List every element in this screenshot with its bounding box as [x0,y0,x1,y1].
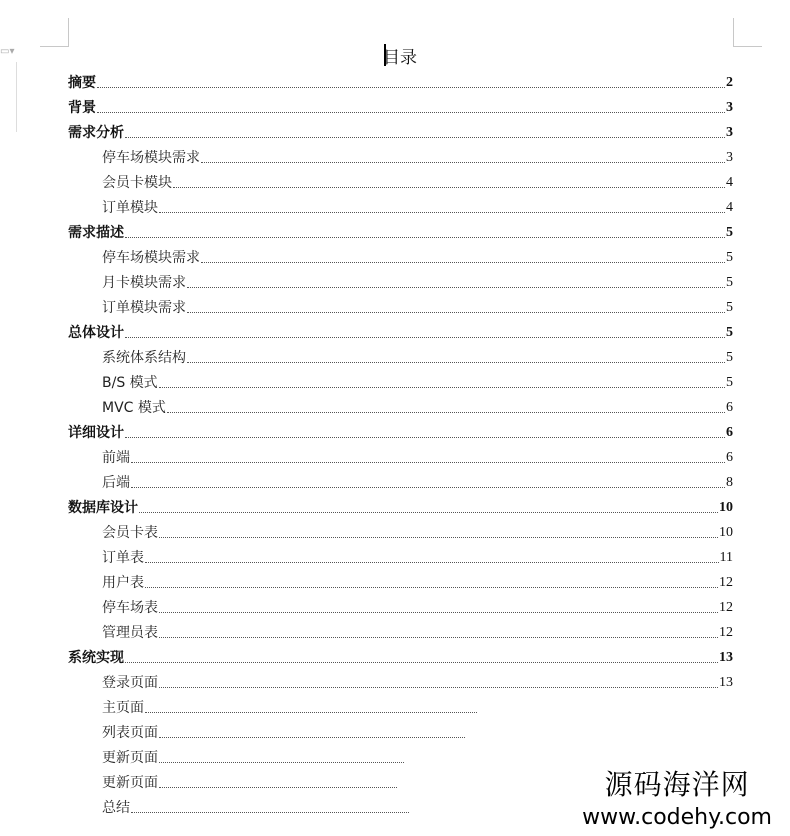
toc-entry[interactable] [102,572,733,592]
toc-leader-dots [97,112,725,113]
toc-entry-text: 数据库设计 [68,500,138,516]
toc-leader-dots [125,662,718,663]
toc-entry[interactable] [102,247,733,267]
toc-entry[interactable] [68,97,733,117]
toc-leader-dots [187,287,725,288]
toc-page-number: 12 [719,575,733,590]
toc-entry-text: 总体设计 [68,325,124,341]
toc-entry[interactable] [102,472,733,492]
toc-leader-dots [125,237,725,238]
toc-entry[interactable] [68,497,733,517]
toc-entry-text: MVC 模式 [102,400,166,416]
toc-entry-text: 需求分析 [68,125,124,141]
toc-entry[interactable] [102,447,733,467]
toc-entry[interactable] [102,272,733,292]
toc-leader-dots [145,712,477,713]
toc-entry-text: 订单模块需求 [102,300,186,316]
toc-entry[interactable] [102,297,733,317]
toc-leader-dots [145,562,719,563]
toc-entry-text: 月卡模块需求 [102,275,186,291]
toc-leader-dots [159,537,718,538]
toc-leader-dots [167,412,725,413]
toc-entry-text: 停车场表 [102,600,158,616]
toc-entry[interactable] [68,222,733,242]
toc-page-number: 5 [726,300,733,315]
toc-page-number: 12 [719,600,733,615]
toc-page-number: 3 [726,150,733,165]
watermark [582,763,772,830]
toc-page-number: 5 [726,250,733,265]
toc-leader-dots [125,137,725,138]
toc-page-number: 6 [726,450,733,465]
toc-page-number: 6 [726,400,733,415]
margin-corner-top-right [733,18,762,47]
toc-entry[interactable] [68,647,733,667]
toc-entry-text: 摘要 [68,75,96,91]
toc-page-number: 5 [726,350,733,365]
toc-leader-dots [159,637,718,638]
toc-entry-text: 更新页面 [102,750,158,766]
toc-leader-dots [145,587,718,588]
toc-page-number: 5 [726,275,733,290]
toc-entry[interactable] [68,422,733,442]
toc-entry[interactable] [102,772,398,792]
toc-entry[interactable] [102,347,733,367]
toc-leader-dots [187,312,725,313]
toc-page-number: 3 [726,100,733,115]
toc-leader-dots [131,462,725,463]
toc-entry[interactable] [102,372,733,392]
toc-entry[interactable] [102,522,733,542]
toc-entry-text: 登录页面 [102,675,158,691]
toc-page-number: 13 [719,675,733,690]
watermark-name: 源码海洋网 [604,768,750,801]
toc-entry-text: 停车场模块需求 [102,150,200,166]
margin-corner-top-left [40,18,69,47]
toc-entry[interactable] [102,172,733,192]
toc-leader-dots [159,687,718,688]
toc-page-number: 4 [726,175,733,190]
toc-page-number: 12 [719,625,733,640]
toc-page-number: 2 [726,75,733,90]
toc-page-number: 10 [719,500,733,515]
toc-entry[interactable] [102,197,733,217]
toc-leader-dots [201,162,725,163]
toc-entry-text: 订单模块 [102,200,158,216]
toc-leader-dots [201,262,725,263]
toc-page-number: 5 [726,375,733,390]
toc-entry-text: 会员卡模块 [102,175,172,191]
toc-leader-dots [159,762,404,763]
toc-leader-dots [159,787,397,788]
toc-entry-text: 详细设计 [68,425,124,441]
toc-entry[interactable] [102,722,466,742]
toc-entry-text: B/S 模式 [102,375,158,391]
toc-entry[interactable] [68,122,733,142]
toc-entry[interactable] [102,697,478,717]
toc-entry-text: 主页面 [102,700,144,716]
toc-leader-dots [131,487,725,488]
toc-leader-dots [125,437,725,438]
toc-leader-dots [139,512,718,513]
toc-page-number: 3 [726,125,733,140]
toc-page-number: 6 [726,425,733,440]
toc-entry[interactable] [102,672,733,692]
toc-entry-text: 订单表 [102,550,144,566]
toc-leader-dots [187,362,725,363]
toc-entry[interactable] [68,72,733,92]
toc-leader-dots [159,387,725,388]
toc-entry[interactable] [102,747,405,767]
toc-leader-dots [173,187,725,188]
toc-entry[interactable] [102,797,410,817]
toc-page-number: 13 [719,650,733,665]
toc-leader-dots [131,812,409,813]
toc-leader-dots [125,337,725,338]
toc-entry-text: 系统实现 [68,650,124,666]
page-margin-icon[interactable]: ▭▾ [0,46,15,57]
toc-page-number: 5 [726,225,733,240]
toc-page-number: 4 [726,200,733,215]
toc-entry-text: 总结 [102,800,130,816]
toc-entry-text: 背景 [68,100,96,116]
toc-entry-text: 列表页面 [102,725,158,741]
toc-title: 目录 [383,48,417,68]
margin-guide [16,62,17,132]
toc-page-number: 5 [726,325,733,340]
toc-page-number: 8 [726,475,733,490]
toc-entry-text: 前端 [102,450,130,466]
toc-page-number: 11 [719,550,733,565]
toc-entry-text: 更新页面 [102,775,158,791]
toc-entry[interactable] [102,622,733,642]
toc-entry-text: 会员卡表 [102,525,158,541]
toc-leader-dots [97,87,725,88]
toc-entry[interactable] [68,322,733,342]
toc-leader-dots [159,612,718,613]
toc-entry[interactable] [102,547,733,567]
watermark-url: www.codehy.com [582,805,772,830]
toc-entry[interactable] [102,147,733,167]
toc-entry-text: 系统体系结构 [102,350,186,366]
toc-entry-text: 管理员表 [102,625,158,641]
toc-entry-text: 需求描述 [68,225,124,241]
toc-leader-dots [159,737,465,738]
toc-entry[interactable] [102,597,733,617]
toc-entry[interactable] [102,397,733,417]
toc-page-number: 10 [719,525,733,540]
toc-entry-text: 用户表 [102,575,144,591]
toc-entry-text: 后端 [102,475,130,491]
toc-leader-dots [159,212,725,213]
toc-entry-text: 停车场模块需求 [102,250,200,266]
